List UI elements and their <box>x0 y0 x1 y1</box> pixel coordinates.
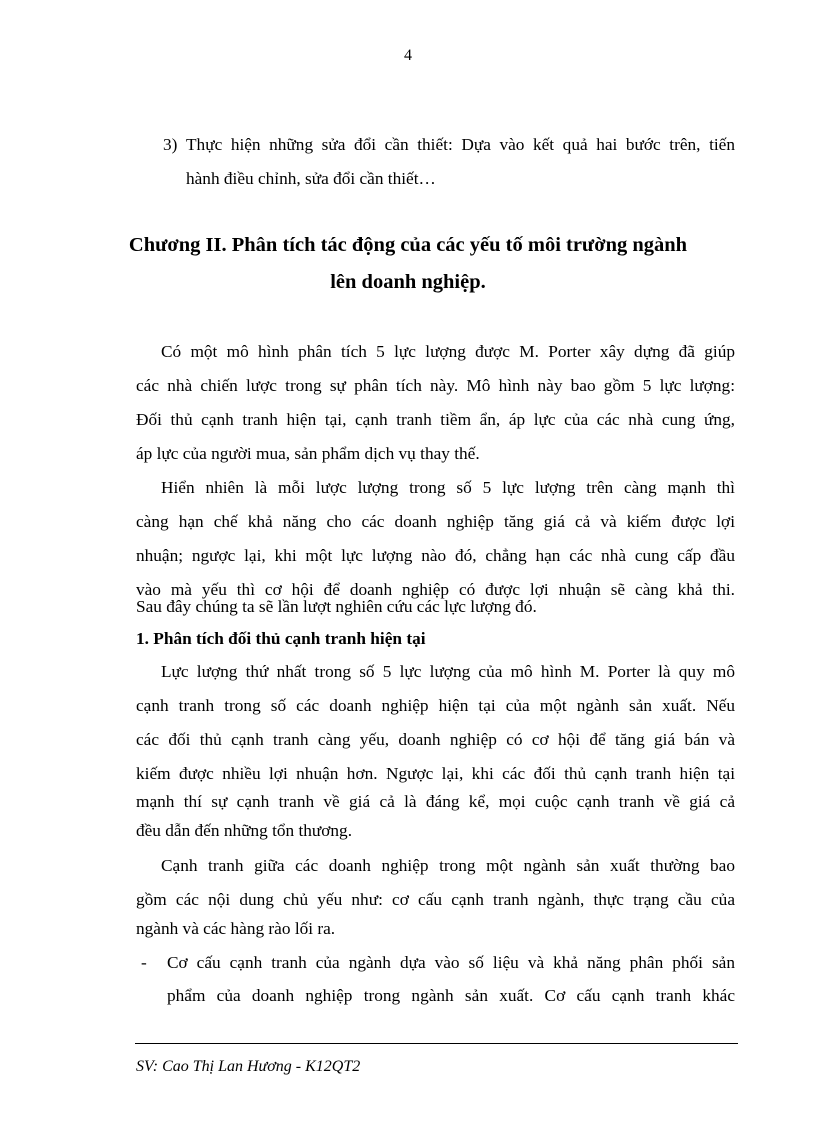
paragraph2-line-1: Hiển nhiên là mỗi lược lượng trong số 5 lực lượng trên càng mạnh thì <box>161 478 735 497</box>
paragraph1-line-3: Đối thủ cạnh tranh hiện tại, cạnh tranh tiềm ẩn, áp lực của các nhà cung ứng, <box>136 410 735 429</box>
chapter-title-line-1: Chương II. Phân tích tác động của các yếu tố môi trường ngành <box>128 234 688 256</box>
step3-line-2: hành điều chỉnh, sửa đổi cần thiết… <box>186 169 436 188</box>
paragraph3-line-3: các đối thủ cạnh tranh càng yếu, doanh nghiệp có cơ hội để tăng giá bán và <box>136 730 735 749</box>
paragraph1-line-2: các nhà chiến lược trong sự phân tích này. Mô hình này bao gồm 5 lực lượng: <box>136 376 735 395</box>
paragraph2-line-2: càng hạn chế khả năng cho các doanh nghiệp tăng giá cả và kiếm được lợi <box>136 512 735 531</box>
step3-line-1: Thực hiện những sửa đổi cần thiết: Dựa vào kết quả hai bước trên, tiến <box>186 135 735 154</box>
bullet1-line-1: Cơ cấu cạnh tranh của ngành dựa vào số liệu và khả năng phân phối sản <box>167 953 735 972</box>
footer-rule <box>135 1043 738 1044</box>
page-number: 4 <box>404 47 412 64</box>
step3-marker: 3) <box>163 135 178 154</box>
paragraph1-line-1: Có một mô hình phân tích 5 lực lượng được M. Porter xây dựng đã giúp <box>161 342 735 361</box>
paragraph2-line-4: vào mà yếu thì cơ hội để doanh nghiệp có được lợi nhuận sẽ càng khả thi. <box>136 580 735 599</box>
paragraph3-line-6: đều dẫn đến những tổn thương. <box>136 821 353 840</box>
paragraph4-line-2: gồm các nội dung chủ yếu như: cơ cấu cạnh tranh ngành, thực trạng cầu của <box>136 890 735 909</box>
footer-author: SV: Cao Thị Lan Hương - K12QT2 <box>136 1058 361 1075</box>
paragraph3-line-5: mạnh thí sự cạnh tranh về giá cả là đáng kể, mọi cuộc cạnh tranh về giá cả <box>136 792 735 811</box>
chapter-title-line-2: lên doanh nghiệp. <box>330 271 486 293</box>
paragraph4-line-1: Cạnh tranh giữa các doanh nghiệp trong một ngành sản xuất thường bao <box>161 856 735 875</box>
bullet1-marker: - <box>141 953 147 972</box>
paragraph3-line-2: cạnh tranh trong số các doanh nghiệp hiện tại của một ngành sản xuất. Nếu <box>136 696 735 715</box>
paragraph3-line-1: Lực lượng thứ nhất trong số 5 lực lượng của mô hình M. Porter là quy mô <box>161 662 735 681</box>
paragraph3-line-4: kiếm được nhiều lợi nhuận hơn. Ngược lại, khi các đối thủ cạnh tranh hiện tại <box>136 764 735 783</box>
paragraph2-line-3: nhuận; ngược lại, khi một lực lượng nào đó, chẳng hạn các nhà cung cấp đầu <box>136 546 735 565</box>
paragraph2-line-5: Sau đây chúng ta sẽ lần lượt nghiên cứu các lực lượng đó. <box>136 597 537 616</box>
section1-heading: 1. Phân tích đối thủ cạnh tranh hiện tại <box>136 629 426 648</box>
paragraph4-line-3: ngành và các hàng rào lối ra. <box>136 919 336 938</box>
paragraph1-line-4: áp lực của người mua, sản phẩm dịch vụ thay thế. <box>136 444 480 463</box>
bullet1-line-2: phẩm của doanh nghiệp trong ngành sản xuất. Cơ cấu cạnh tranh khác <box>167 986 735 1005</box>
